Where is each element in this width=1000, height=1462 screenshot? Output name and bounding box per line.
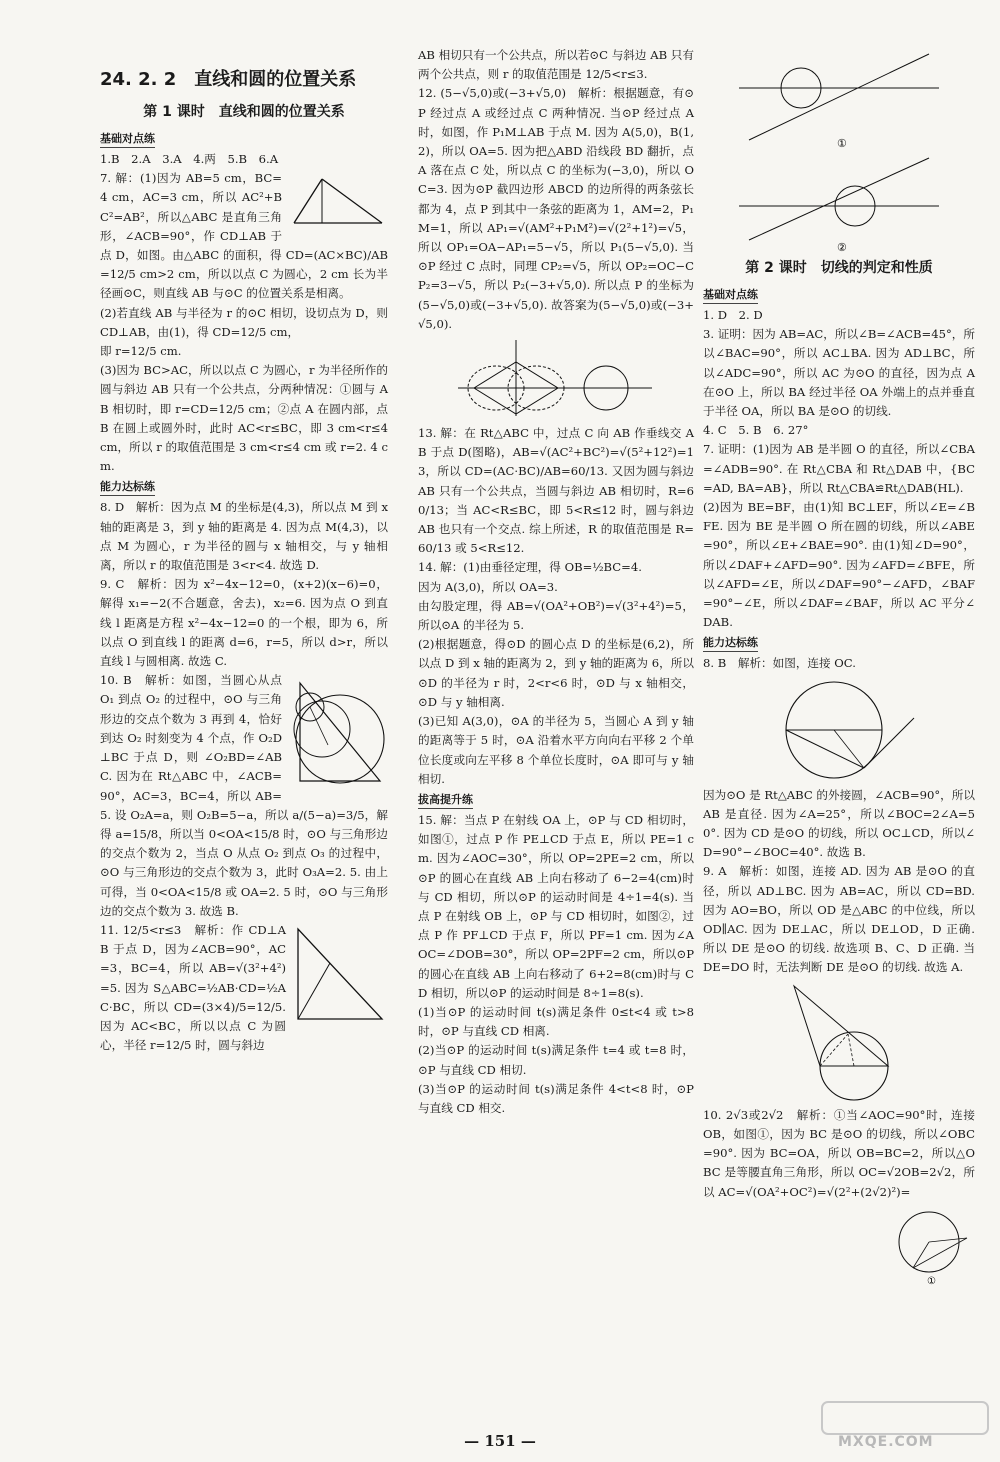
answer-line: (3)因为 BC>AC，所以以点 C 为圆心，r 为半径所作的圆与斜边 AB 只有一个公共点，分两种情况：①圆与 AB 相切时，即 r=CD=12/5 cm；②点 A 在圆内部，点 B 在圆上或圆外时，此时 AC<r≤BC，即 3 cm<r≤4 cm，所以 r 的取值范围是 3 cm<r≤4 cm 或 r=2. 4 cm. [100,363,388,474]
right-triangle-figure [292,923,388,1027]
answer-line: 1. D 2. D [703,308,763,322]
triangle-circle-figure [754,982,924,1102]
answer-line: (2)因为 BE=BF，由(1)知 BC⊥EF，所以∠E=∠BFE. 因为 BE 是半圆 O 所在圆的切线，所以∠ABE=90°，所以∠E+∠BAE=90°. 由(1)知∠D=90°，所以∠DAF+∠AFD=90°. 因为∠AFD=∠BFE，所以∠AFD=∠E，所以∠DAF=90°−∠AFD，∠BAF=90°−∠E，所以∠DAF=∠BAF，所以 AC 平分∠DAB. [703,500,975,630]
triangle-figure [288,171,388,233]
watermark-text: MXQE.COM [838,1434,934,1450]
answer-line: 8. B 解析：如图，连接 OC. [703,656,856,671]
answer-line: 1.B 2.A 3.A 4.两 5.B 6.A [100,152,279,166]
answer-line: 9. A 解析：如图，连接 AD. 因为 AB 是⊙O 的直径，所以 AD⊥BC. 因为 AB=AC，所以 CD=BD. 因为 AO=BO，所以 OD 是△ABC 的中位线，所以 OD∥AC. 因为 DE⊥AC，所以 DE⊥OD，D 正确. 所以 DE 是⊙O 的切线. 故选项 B、C、D 正确. 当 DE=DO 时，无法判断 DE 是⊙O 的切线. 故选 A. [703,864,975,975]
figure-label: ② [837,241,847,254]
coordinate-circles-figure [456,338,656,420]
figure-label: ① [927,1275,936,1286]
column-3 [703,46,975,1288]
answer-line: (2)若直线 AB 与半径为 r 的⊙C 相切，设切点为 D，则 CD⊥AB，由(1)，得 CD=12/5 cm， [100,305,388,339]
answer-line: 7. 解：(1)因为 AB=5 cm，BC=4 cm，AC=3 cm，所以 AC²+BC²=AB²，所以△ABC 是直角三角形，∠ACB=90°，作 CD⊥AB 于点 D，如图。由△ABC 的面积，得 CD=(AC×BC)/AB=12/5 cm>2 cm，所以以点 C 为圆心，2 cm 长为半径画⊙C，则直线 AB 与⊙C 的位置关系是相离。 [100,171,388,301]
tangent-figure-1 [729,50,949,150]
figure-label: ① [837,137,847,150]
answer-line: 7. 证明：(1)因为 AB 是半圆 O 的直径，所以∠CBA=∠ADB=90°. 在 Rt△CBA 和 Rt△DAB 中，{BC=AD, BA=AB}，所以 Rt△CBA≌Rt△DAB(HL). [703,442,975,495]
answer-line: 4. C 5. B 6. 27° [703,423,809,438]
answer-line: 14. 解：(1)由垂径定理，得 OB=½BC=4. [418,560,642,575]
circle-tangent-figure [754,678,924,782]
answer-line: (2)当⊙P 的运动时间 t(s)满足条件 t=4 或 t=8 时，⊙P 与直线 CD 相切. [418,1043,694,1077]
answer-line: 因为 A(3,0)，所以 OA=3. [418,579,558,594]
answer-line: (2)根据题意，得⊙D 的圆心点 D 的坐标是(6,2)，所以点 D 到 x 轴的距离为 2，到 y 轴的距离为 6，所以⊙D 的半径为 r 时，2<r<6 时，⊙D 与 x 轴相交，⊙D 与 y 轴相离. [418,637,694,709]
circle-figure-10 [883,1204,975,1286]
subsection-basic: 基础对点练 [100,130,155,148]
answer-line: AB 相切只有一个公共点，所以若⊙C 与斜边 AB 只有两个公共点，则 r 的取值范围是 12/5<r≤3. [418,48,694,82]
answer-line: (3)已知 A(3,0)，⊙A 的半径为 5，当圆心 A 到 y 轴的距离等于 5 时，⊙A 沿着水平方向向右平移 2 个单位长度或向左平移 8 个单位长度时，⊙A 即可与 y 轴相切. [418,714,694,786]
answer-line: 10. B 解析：如图，当圆心从点 O₁ 到点 O₂ 的过程中，⊙O 与三角形边的交点个数为 3 再到 4，恰好到达 O₂ 时刻变为 4 个点，作 O₂D⊥BC 于点 D，则 ∠O₂BD=∠ABC. 因为在 Rt△ABC 中，∠ACB=90°，AC=3，BC=4，所以 AB=5. 设 O₂A=a，则 O₂B=5−a，所以 a/(5−a)=3/5，解得 a=15/8，所以当 0<OA<15/8 时，⊙O 与三角形边的交点个数为 2，当点 O 从点 O₂ 到点 O₃ 的过程中，⊙O 与三角形边的交点个数为 3，此时 O₃A=2. 5. 由上可得，当 0<OA<15/8 或 OA=2. 5 时，⊙O 与三角形边的交点个数为 3. 故选 B. [100,673,388,918]
lesson-title-2: 第 2 课时 切线的判定和性质 [745,260,933,276]
page-number: — 151 — [464,1432,536,1450]
answer-line: 8. D 解析：因为点 M 的坐标是(4,3)，所以点 M 到 x 轴的距离是 3，到 y 轴的距离是 4. 因为点 M(4,3)，以点 M 为圆心，r 为半径的圆与 x 轴相交，与 y 轴相离，所以 r 的取值范围是 3<r<4. 故选 D. [100,500,388,573]
answer-line: 3. 证明：因为 AB=AC，所以∠B=∠ACB=45°，所以∠BAC=90°，所以 AC⊥BA. 因为 AD⊥BC，所以∠ADC=90°，所以 AC 为⊙O 的直径，因为点 A 在⊙O 上，所以 BA 经过半径 OA 外端上的点并垂直于半径 OA，所以 BA 是⊙O 的切线. [703,327,975,419]
column-2 [418,46,694,1118]
subsection-top: 拔高提升练 [418,791,473,809]
subsection-basic-2: 基础对点练 [703,286,758,304]
answer-line: 15. 解：当点 P 在射线 OA 上，⊙P 与 CD 相切时，如图①，过点 P 作 PE⊥CD 于点 E，所以 PE=1 cm. 因为∠AOC=30°，所以 OP=2PE=2 cm，所以⊙P 的圆心在直线 AB 上向右移动了 6−2=4(cm)时与 CD 相切，所以⊙P 的运动时间是 4÷1=4(s). 当点 P 在射线 OB 上，⊙P 与 CD 相切时，如图②，过点 P 作 PF⊥CD 于点 F，所以 PF=1 cm. 因为∠AOC=∠DOB=30°，所以 OP=2PF=2 cm，所以⊙P 的圆心在直线 AB 上向右移动了 6+2=8(cm)时与 CD 相切，所以⊙P 的运动时间是 8÷1=8(s). [418,812,694,1000]
answer-line: 11. 12/5<r≤3 解析：作 CD⊥AB 于点 D，因为∠ACB=90°，AC=3，BC=4，所以 AB=√(3²+4²)=5. 因为 S△ABC=½AB·CD=½AC·BC，所以 CD=(3×4)/5=12/5. 因为 AC<BC，所以以点 C 为圆心，半径 r=12/5 时，圆与斜边 [100,922,286,1053]
answer-line: 10. 2√3或2√2 解析：①当∠AOC=90°时，连接 OB，如图①，因为 BC 是⊙O 的切线，所以∠OBC=90°. 因为 BC=OA，所以 OB=BC=2，所以△OBC 是等腰直角三角形，所以 OC=√2OB=2√2，所以 AC=√(OA²+OC²)=√(2²+(2√2)²)= [703,1107,975,1199]
tangent-figure-2 [729,154,949,254]
answer-line: 13. 解：在 Rt△ABC 中，过点 C 向 AB 作垂线交 AB 于点 D(图略)，AB=√(AC²+BC²)=√(5²+12²)=13，所以 CD=(AC·BC)/AB=60/13. 又因为圆与斜边 AB 只有一个公共点，当圆与斜边 AB 相切时，R=60/13；当 AC<R≤BC，即 5<R≤12 时，圆与斜边 AB 也只有一个交点. 综上所述，R 的取值范围是 R=60/13 或 5<R≤12. [418,426,694,556]
section-title: 24. 2. 2 直线和圆的位置关系 [100,69,357,90]
subsection-ability-2: 能力达标练 [703,634,758,652]
answer-line: (3)当⊙P 的运动时间 t(s)满足条件 4<t<8 时，⊙P 与直线 CD 相交. [418,1081,694,1115]
answer-line: 即 r=12/5 cm. [100,344,182,359]
answer-line: 12. (5−√5,0)或(−3+√5,0) 解析：根据题意，有⊙P 经过点 A 或经过点 C 两种情况. 当⊙P 经过点 A 时，如图，作 P₁M⊥AB 于点 M. 因为 A(5,0)，B(1,2)，所以 OA=5. 因为把△ABD 沿线段 BD 翻折，点 A 落在点 C 处，所以点 C 的坐标为(−3,0)，所以 OC=3. 因为⊙P 截四边形 ABCD 的边所得的两条弦长都为 4，点 P 到其中一条弦的距离为 1，AM=2，P₁M=1，所以 AP₁=√(AM²+P₁M²)=√(2²+1²)=√5，所以 OP₁=OA−AP₁=5−√5，所以 P₁(5−√5,0). 当⊙P 经过 C 点时，同理 CP₂=√5，所以 OP₂=OC−CP₂=3−√5，所以 P₂(−3+√5,0). 所以点 P 的坐标为(5−√5,0)或(−3+√5,0). 故答案为(5−√5,0)或(−3+√5,0). [418,86,694,331]
subsection-ability: 能力达标练 [100,478,155,496]
column-1 [100,46,388,1055]
answer-line: 因为⊙O 是 Rt△ABC 的外接圆，∠ACB=90°，所以 AB 是直径. 因为∠A=25°，所以∠BOC=2∠A=50°. 因为 CD 是⊙O 的切线，所以 OC⊥CD，所以∠D=90°−∠BOC=40°. 故选 B. [703,787,975,860]
answer-line: 9. C 解析：因为 x²−4x−12=0，(x+2)(x−6)=0，解得 x₁=−2(不合题意，舍去)，x₂=6. 因为点 O 到直线 l 距离是方程 x²−4x−12=0 的一个根，即为 6，所以点 O 到直线 l 的距离 d=6，r=5，所以 d>r，所以直线 l 与圆相离. 故选 C. [100,577,388,669]
answer-line: 由勾股定理，得 AB=√(OA²+OB²)=√(3²+4²)=5，所以⊙A 的半径为 5. [418,598,694,633]
answer-line: (1)当⊙P 的运动时间 t(s)满足条件 0≤t<4 或 t>8 时，⊙P 与直线 CD 相离. [418,1004,694,1039]
circle-triangle-figure [288,673,388,793]
lesson-title-1: 第 1 课时 直线和圆的位置关系 [143,104,345,120]
